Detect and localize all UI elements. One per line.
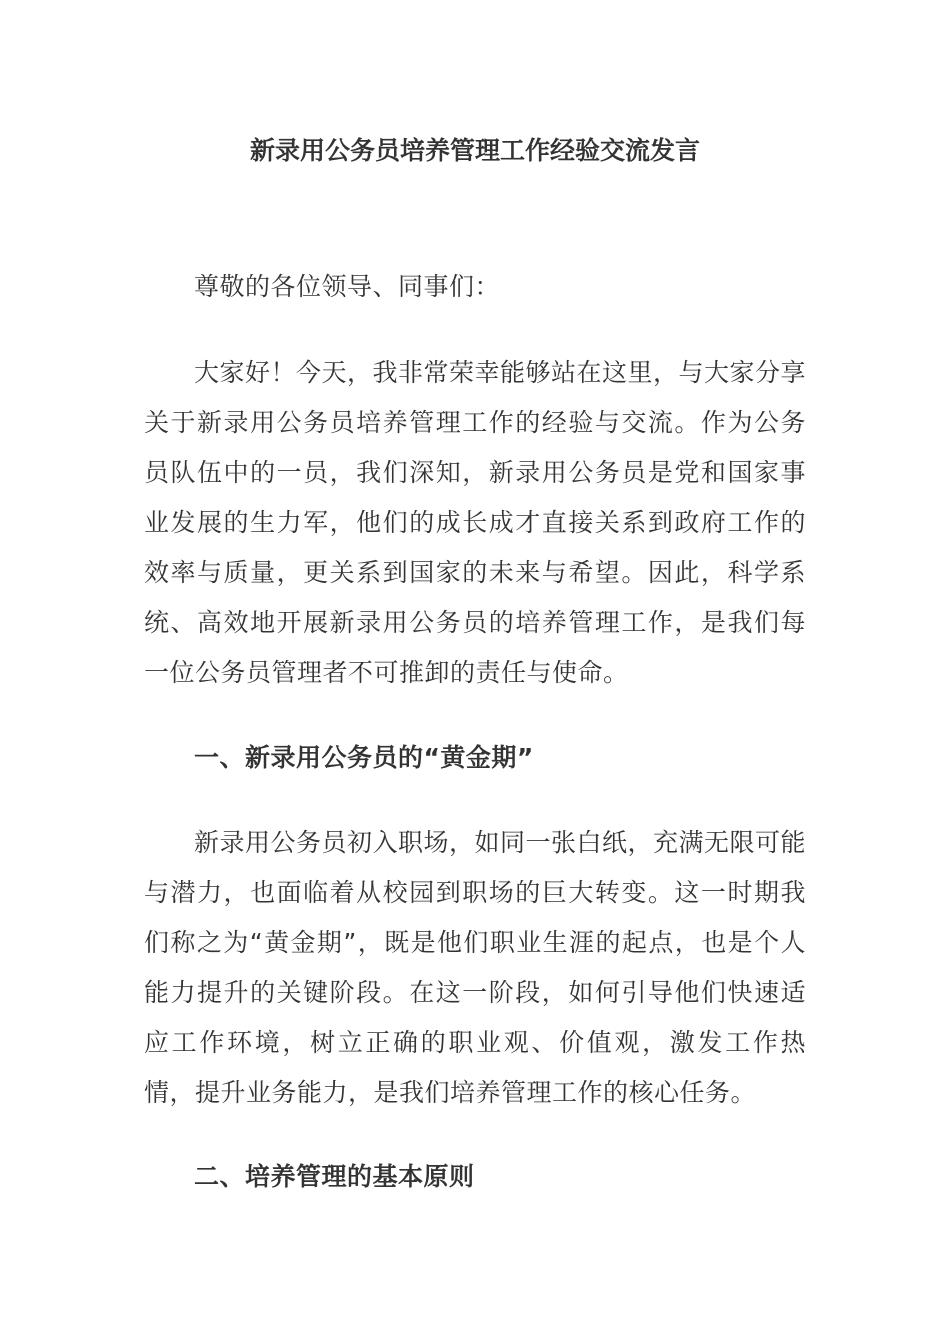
section-heading-1: 一、新录用公务员的“黄金期” [194, 743, 534, 772]
section-heading-2: 二、培养管理的基本原则 [194, 1162, 475, 1191]
paragraph-intro: 大家好！今天，我非常荣幸能够站在这里，与大家分享关于新录用公务员培养管理工作的经验与交流。作为公务员队伍中的一员，我们深知，新录用公务员是党和国家事业发展的生力军，他们的成长成才直接关系到政府工作的效率与质量，更关系到国家的未来与希望。因此，科学系统、高效地开展新录用公务员的培养管理工作，是我们每一位公务员管理者不可推卸的责任与使命。 [144, 358, 807, 687]
document-title: 新录用公务员培养管理工作经验交流发言 [249, 136, 700, 165]
paragraph-golden-period: 新录用公务员初入职场，如同一张白纸，充满无限可能与潜力，也面临着从校园到职场的巨大转变。这一时期我们称之为“黄金期”，既是他们职业生涯的起点，也是个人能力提升的关键阶段。在这一阶段，如何引导他们快速适应工作环境，树立正确的职业观、价值观，激发工作热情，提升业务能力，是我们培养管理工作的核心任务。 [144, 828, 807, 1107]
salutation: 尊敬的各位领导、同事们： [194, 272, 501, 301]
